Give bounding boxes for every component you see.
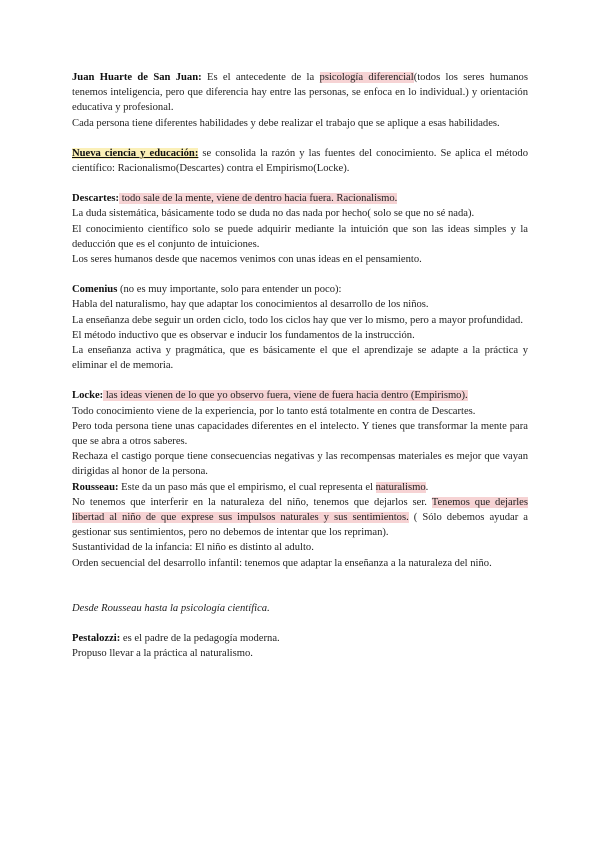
descartes-p2: El conocimiento científico solo se puede adquirir mediante la intuición que son las ideas simples y la deducción que es el conjunto de intuiciones. xyxy=(72,223,528,250)
highlight-libertad: Tenemos que dejarles libertad al niño de que exprese sus impulsos naturales y sus sentimientos. xyxy=(72,496,528,524)
comenius-paragraph: Comenius (no es muy importante, solo para entender un poco): xyxy=(72,284,342,296)
descartes-paragraph xyxy=(72,191,528,206)
locke-name: Locke: xyxy=(72,390,104,402)
rousseau-p2: Sustantividad de la infancia: El niño es distinto al adulto. xyxy=(72,542,314,554)
huarte-name: Juan Huarte de San Juan: xyxy=(72,72,202,83)
highlight-naturalismo: naturalismo xyxy=(375,481,426,493)
huarte-paragraph: Juan Huarte de San Juan: Es el antecedente de la psicología diferencial(todos los seres humanos tenemos inteligencia, pero que diferencia hay entre las personas, se enfoca en lo individual.) y orientación educativa y profesional. xyxy=(72,72,528,114)
comenius-p2: La enseñanza debe seguir un orden ciclo, todo los ciclos hay que ver lo mismo, pero a mayor profundidad. xyxy=(72,314,523,326)
comenius-p1: Habla del naturalismo, hay que adaptar los conocimientos al desarrollo de los niños. xyxy=(72,299,429,311)
comenius-p4: La enseñanza activa y pragmática, que es básicamente el que el aprendizaje se adapte a la práctica y eliminar el de memoria. xyxy=(72,345,528,372)
highlight-descartes: todo sale de la mente, viene de dentro hacia fuera. Racionalismo. xyxy=(119,193,398,205)
locke-p2: Pero toda persona tiene unas capacidades diferentes en el intelecto. Y tienes que transformar la mente para que se abra a otros saberes. xyxy=(72,420,528,448)
descartes-p1: La duda sistemática, básicamente todo se duda no das nada por hecho( solo se que no sé nada). xyxy=(72,208,475,220)
locke-p1: Todo conocimiento viene de la experiencia, por lo tanto está totalmente en contra de Descartes. xyxy=(72,405,476,417)
locke-paragraph xyxy=(72,388,528,403)
rousseau-paragraph: Rousseau: Este da un paso más que el empirismo, el cual representa el naturalismo. xyxy=(72,481,429,493)
nueva-ciencia-paragraph: Nueva ciencia y educación: se consolida la razón y las fuentes del conocimiento. Se aplica el método científico: Racionalismo(Descartes) contra el Empirismo(Locke). xyxy=(72,147,528,175)
highlight-psicologia: psicología diferencial xyxy=(319,72,414,83)
huarte-paragraph-2: Cada persona tiene diferentes habilidades y debe realizar el trabajo que se aplique a esas habilidades. xyxy=(72,117,500,129)
descartes-p3: Los seres humanos desde que nacemos venimos con unas ideas en el pensamiento. xyxy=(72,254,422,266)
highlight-locke: las ideas vienen de lo que yo observo fuera, viene de fuera hacia dentro (Empirismo). xyxy=(103,390,468,402)
nueva-ciencia-heading: Nueva ciencia y educación: xyxy=(72,147,199,159)
comenius-p3: El método inductivo que es observar e inducir los fundamentos de la instrucción. xyxy=(72,329,415,341)
rousseau-p3: Orden secuencial del desarrollo infantil: tenemos que adaptar la enseñanza a la naturaleza del niño. xyxy=(72,557,492,569)
pestalozzi-paragraph: Pestalozzi: es el padre de la pedagogía moderna. xyxy=(72,633,280,645)
rousseau-p1: No tenemos que interferir en la naturaleza del niño, tenemos que dejarlos ser. Tenemos que dejarles libertad al niño de que exprese sus impulsos naturales y sus sentimientos. ( Sólo debemos ayudar a gestionar sus sentimientos, pero no debemos de intentar que los repriman). xyxy=(72,496,528,539)
locke-p3: Rechaza el castigo porque tiene consecuencias negativas y las recompensas materiales es mejor que vayan dirigidas al honor de la persona. xyxy=(72,451,528,478)
pestalozzi-name: Pestalozzi: xyxy=(72,633,121,645)
pestalozzi-p1: Propuso llevar a la práctica al naturalismo. xyxy=(72,648,253,660)
section-title: Desde Rousseau hasta la psicología científica. xyxy=(72,602,270,614)
descartes-name: Descartes: xyxy=(72,193,120,205)
comenius-name: Comenius xyxy=(72,284,118,296)
rousseau-name: Rousseau: xyxy=(72,481,119,493)
